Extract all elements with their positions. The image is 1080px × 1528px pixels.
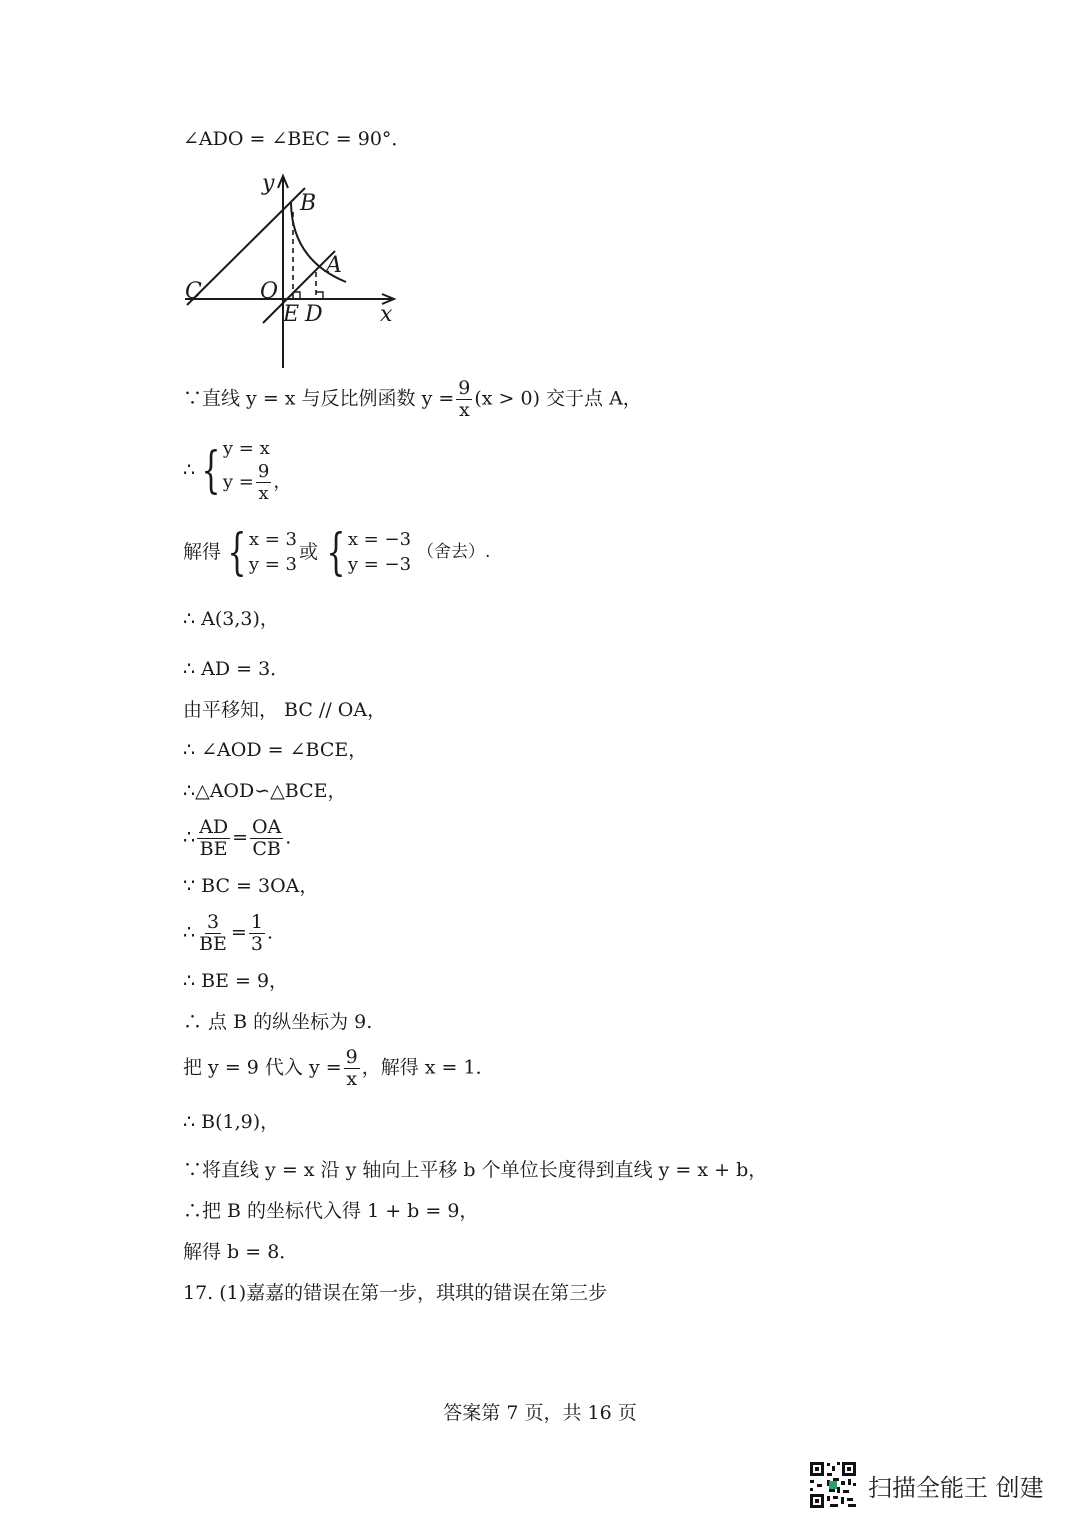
label-A: A: [326, 253, 342, 278]
scanner-badge-text: 扫描全能王 创建: [868, 1473, 1044, 1502]
equation-system: ∴ { y = x y = $\frac{9}{x}$ ，: [183, 438, 292, 504]
label-O: O: [260, 279, 279, 304]
line-bc: [187, 188, 305, 305]
ad-line: ∴ AD = 3．: [183, 658, 290, 680]
bc-line: ∵ BC = 3OA，: [183, 875, 319, 897]
be-line: ∴ BE = 9，: [183, 970, 289, 992]
similar-line: ∴△AOD∽△BCE，: [183, 780, 347, 802]
label-x: x: [380, 302, 393, 327]
intersection-statement: ∵直线 y = x 与反比例函数 y = $\frac{9}{x}$ (x > 0) 交于点 A，: [183, 377, 642, 421]
label-y: y: [262, 171, 275, 196]
substitute-b-line: ∴把 B 的坐标代入得 1 + b = 9，: [183, 1200, 479, 1222]
qr-code-icon: [808, 1460, 858, 1510]
label-D: D: [305, 302, 323, 327]
ordinate-line: ∴ 点 B 的纵坐标为 9.: [183, 1011, 373, 1033]
label-B: B: [300, 191, 317, 216]
substitute-line: 把 y = 9 代入 y = $\frac{9}{x}$ ，解得 x = 1．: [183, 1046, 495, 1090]
page-footer: 答案第 7 页，共 16 页: [443, 1402, 637, 1424]
label-C: C: [185, 279, 202, 304]
scanner-badge: [808, 1460, 1044, 1510]
translate-line: ∵将直线 y = x 沿 y 轴向上平移 b 个单位长度得到直线 y = x + b，: [183, 1159, 768, 1181]
label-E: E: [283, 302, 300, 327]
question-17-line: 17. (1)嘉嘉的错误在第一步，琪琪的错误在第三步: [183, 1282, 608, 1304]
parallel-line: 由平移知， BC // OA，: [183, 699, 387, 721]
right-angle-d: [316, 292, 323, 299]
solution-statement: 解得 { x = 3 y = 3 或 { x = −3 y = −3 （舍去）.: [183, 523, 491, 581]
angle-statement: ∠ADO = ∠BEC = 90°．: [183, 128, 411, 150]
b-value-line: 解得 b = 8．: [183, 1241, 299, 1263]
point-a-line: ∴ A(3,3)，: [183, 608, 279, 630]
ratio-line: ∴ $\frac{AD}{BE}$ = $\frac{OA}{CB}$ .: [183, 816, 292, 860]
angle-equal-line: ∴ ∠AOD = ∠BCE，: [183, 739, 368, 761]
coordinate-figure: [170, 168, 410, 373]
ratio-value-line: ∴ $\frac{3}{BE}$ = $\frac{1}{3}$ .: [183, 911, 273, 955]
point-b-line: ∴ B(1,9)，: [183, 1111, 280, 1133]
